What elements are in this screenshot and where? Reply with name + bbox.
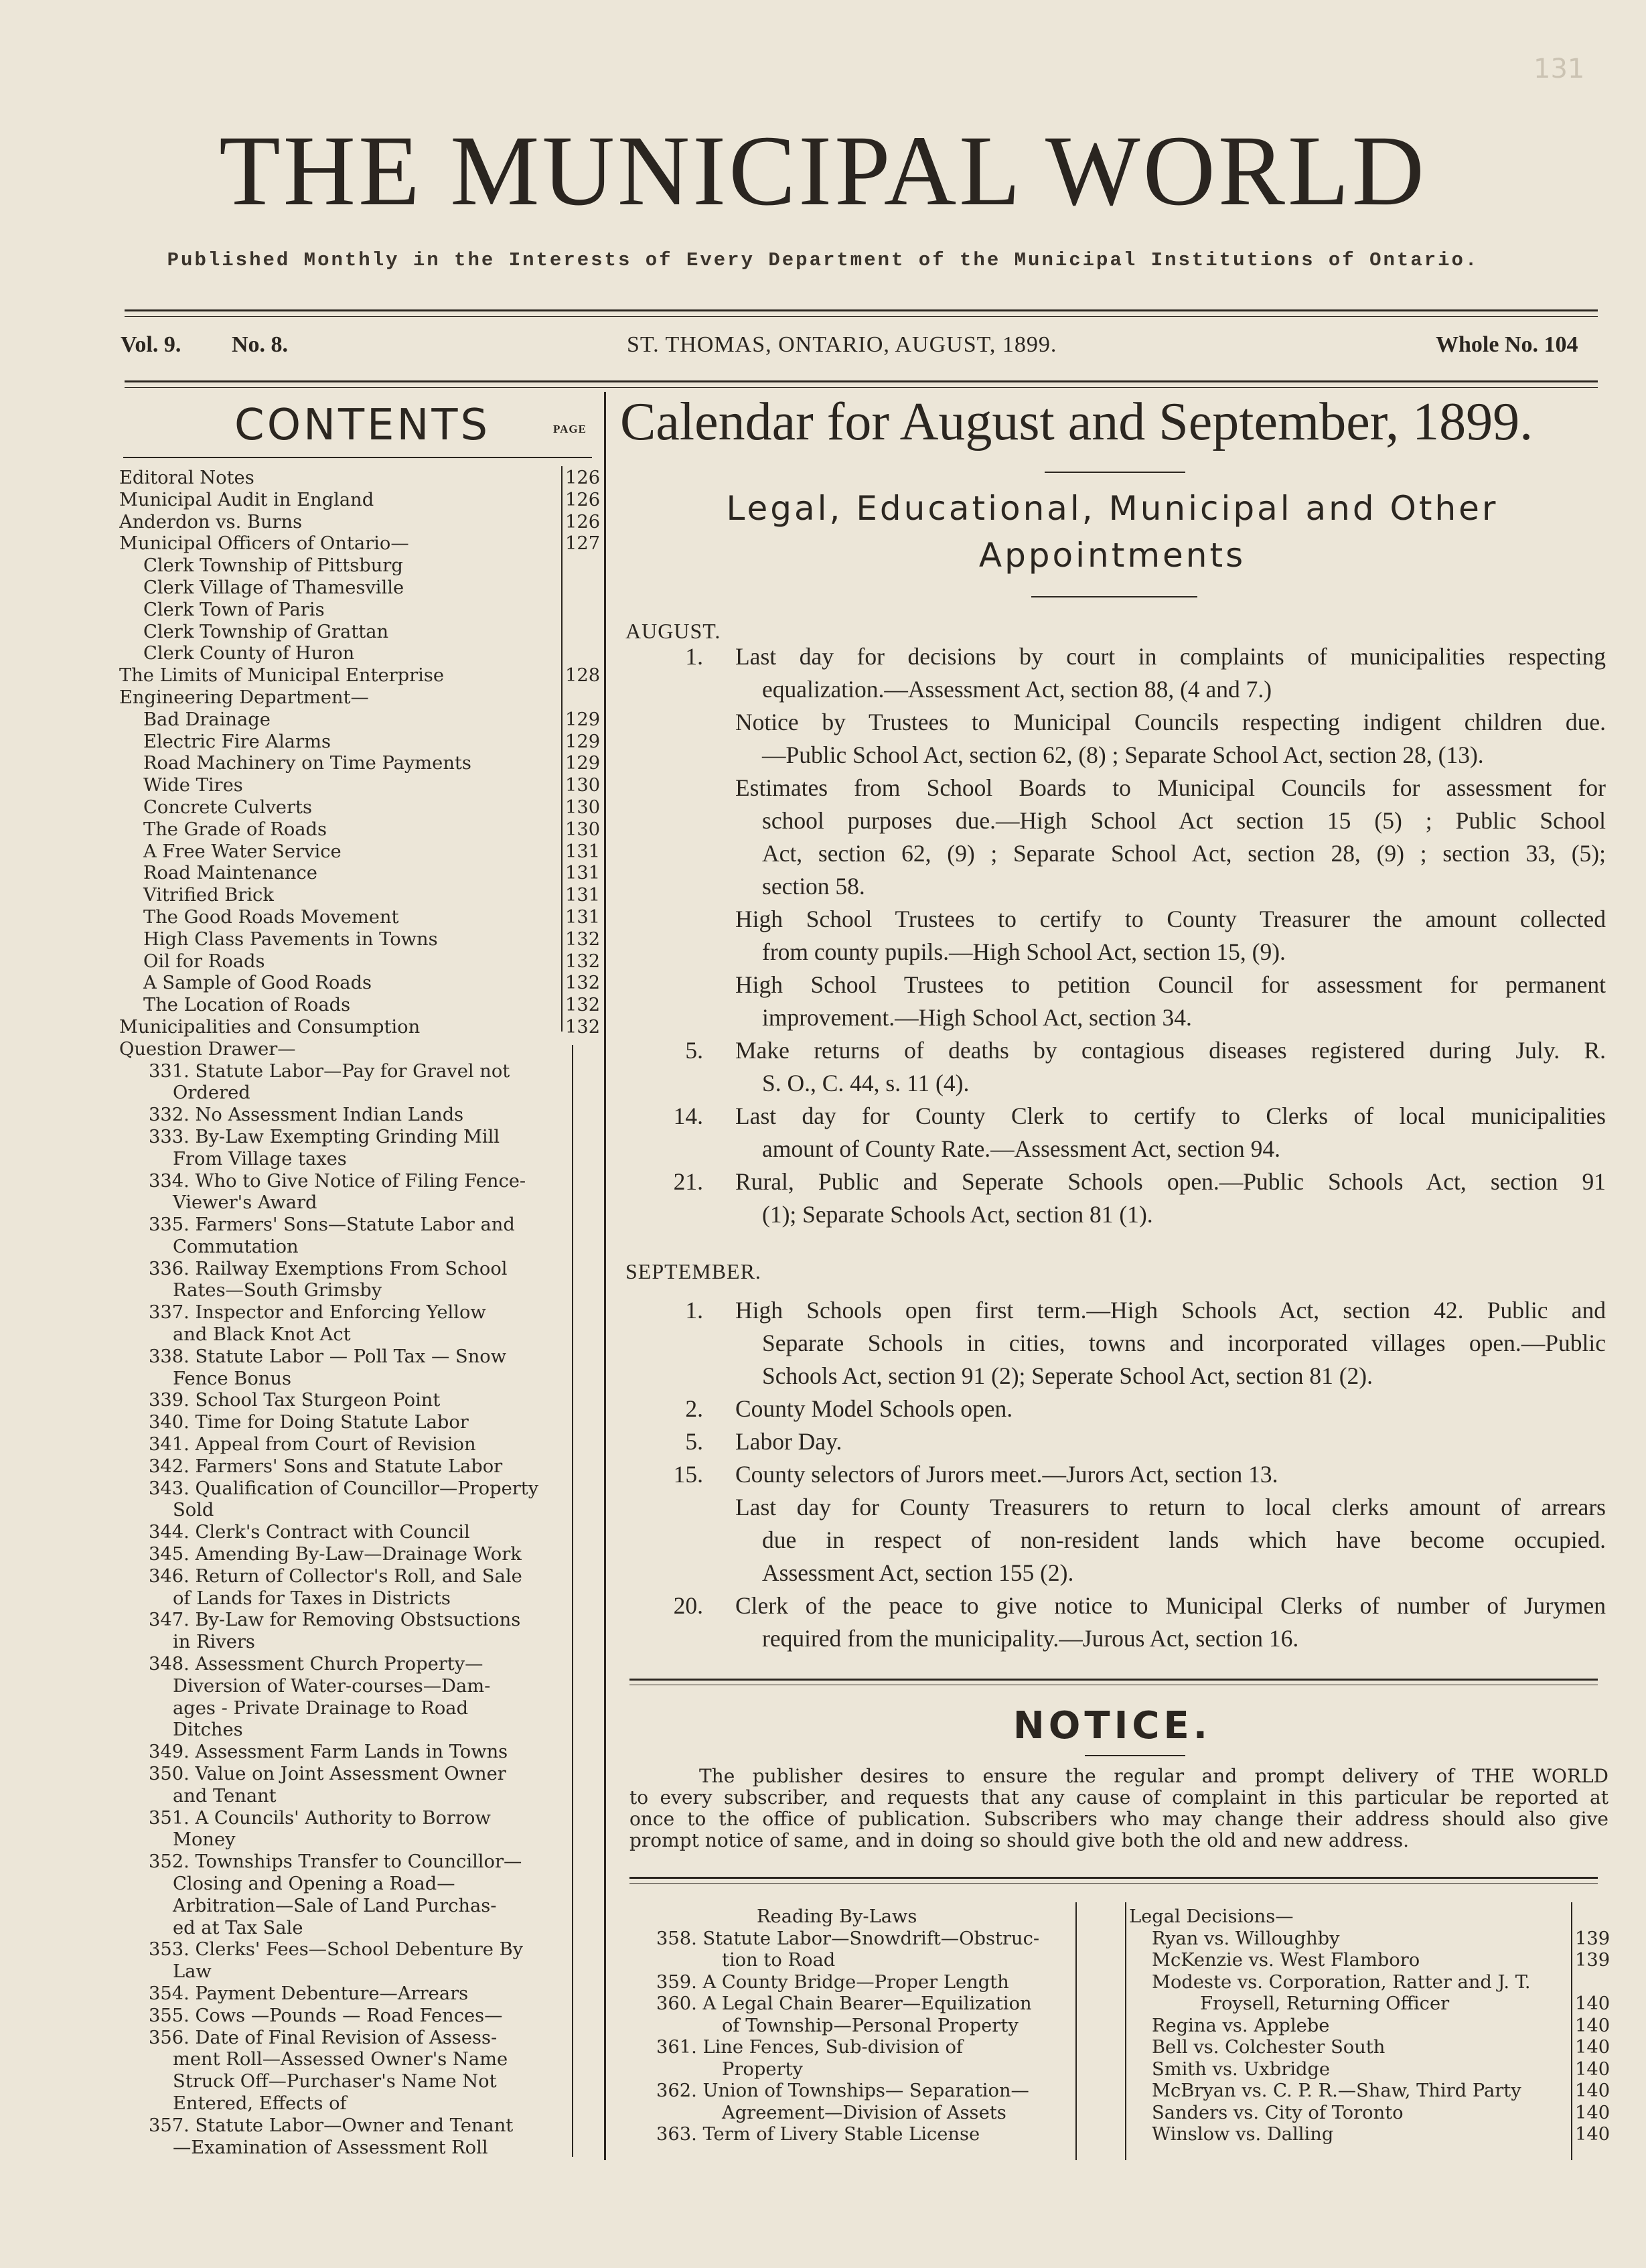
contents-item-text: of Lands for Taxes in Districts [173,1587,451,1609]
masthead-world: WORLD [1045,115,1427,226]
bottom-left-item: 361. Line Fences, Sub-division of [656,2037,964,2058]
bottom-right-page: 140 [1575,2037,1611,2058]
contents-item [119,1280,583,1302]
contents-item [119,1302,583,1324]
contents-item-text: Struck Off—Purchaser's Name Not [173,2071,497,2093]
contents-item [119,731,601,754]
august-entry-line: Last day for County Clerk to certify to Clerks of local municipalities [735,1103,1606,1129]
bottom-right-item [1129,2059,1611,2081]
notice-line: to every subscriber, and requests that any cause of complaint in this particular be reported at [629,1786,1608,1809]
bottom-right-text: Modeste vs. Corporation, Ratter and J. T. [1152,1971,1531,1993]
contents-item-text: ed at Tax Sale [173,1917,303,1938]
contents-item-text: Clerk County of Huron [143,643,355,664]
notice-line: once to the office of publication. Subscribers who may change their address should also give [629,1808,1608,1830]
bottom-right-text: Bell vs. Colchester South [1152,2037,1386,2058]
september-entry-line: Clerk of the peace to give notice to Municipal Clerks of number of Jurymen [735,1592,1606,1619]
bottom-right-text: Legal Decisions— [1129,1906,1294,1927]
bottom-right-item [1129,1993,1611,2015]
title-short-rule [1045,472,1185,473]
bottom-right-item [1129,1972,1611,1994]
bottom-left-list [656,1906,1071,2146]
bottom-left-item: of Township—Personal Property [722,2015,1019,2036]
contents-item-text: 356. Date of Final Revision of Assess- [149,2027,498,2048]
contents-item [119,863,601,885]
contents-item [119,1829,583,1851]
bottom-left-rule [1075,1902,1077,2160]
bottom-right-text: Regina vs. Applebe [1152,2015,1330,2036]
august-entry-line: —Public School Act, section 62, (8) ; Separate School Act, section 28, (13). [762,741,1484,768]
contents-item-text: Clerk Township of Grattan [143,621,389,642]
contents-item-text: Clerk Township of Pittsburg [143,555,403,577]
contents-item-text: 333. By-Law Exempting Grinding Mill [149,1126,500,1147]
september-entry-line: High Schools open first term.—High Schools Act, section 42. Public and [735,1297,1606,1324]
contents-item-text: Clerk Village of Thamesville [143,577,404,598]
contents-item [119,973,601,995]
contents-item [119,511,601,534]
contents-item [119,1456,583,1478]
contents-item [119,2005,583,2028]
contents-item [119,1171,583,1193]
contents-item [119,950,601,973]
contents-item [119,753,601,775]
august-entry-day: 14. [673,1103,703,1129]
contents-item [119,885,601,907]
august-entry-line: (1); Separate Schools Act, section 81 (1). [762,1201,1153,1228]
contents-item [119,819,601,841]
contents-item [119,2115,583,2137]
contents-item [119,1764,583,1786]
contents-item [119,2093,583,2115]
contents-item-text: 340. Time for Doing Statute Labor [149,1412,469,1433]
contents-item-text: Municipal Audit in England [119,489,374,510]
august-entry-line: school purposes due.—High School Act section 15 (5) ; Public School [762,807,1606,834]
august-entry-day: 1. [685,643,703,670]
contents-item-page: 130 [565,796,601,818]
bottom-right-text: Froysell, Returning Officer [1200,1993,1450,2014]
contents-item-text: Diversion of Water-courses—Dam- [173,1675,491,1697]
contents-item-page: 126 [565,511,601,533]
contents-item-text: Commutation [173,1236,299,1257]
contents-item-text: 349. Assessment Farm Lands in Towns [149,1742,508,1763]
september-label: SEPTEMBER. [625,1259,761,1283]
contents-item [119,1324,583,1346]
issue-rule-thick [125,380,1598,382]
contents-item-text: 343. Qualification of Councillor—Property [149,1478,539,1499]
contents-item [119,1896,583,1918]
contents-item-page: 129 [565,709,601,730]
bottom-left-item: 359. A County Bridge—Proper Length [656,1971,1009,1993]
bottom-right-item [1129,2103,1611,2125]
bottom-rule-thin [629,1883,1598,1884]
contents-item-page: 132 [565,973,601,994]
contents-item [119,2071,583,2093]
contents-item [119,599,583,622]
contents-item-text: A Free Water Service [143,841,342,862]
contents-item [119,1259,583,1281]
contents-item-page: 130 [565,819,601,840]
top-rule-thin [125,316,1598,317]
contents-item-text: Money [173,1829,236,1851]
contents-item-text: 332. No Assessment Indian Lands [149,1105,464,1126]
contents-item-text: 347. By-Law for Removing Obstsuctions [149,1610,521,1631]
september-entry-line: Separate Schools in cities, towns and incorporated villages open.—Public [762,1330,1606,1356]
september-entry-line: required from the municipality.—Jurous Act, section 16. [762,1625,1299,1652]
contents-item [119,1149,583,1171]
contents-item-text: Road Machinery on Time Payments [143,753,471,774]
contents-item [119,2028,583,2050]
contents-item-page: 128 [565,665,601,687]
september-entry-day: 5. [685,1428,703,1455]
contents-item-text: 331. Statute Labor—Pay for Gravel not [149,1060,510,1082]
contents-item-text: 341. Appeal from Court of Revision [149,1434,476,1456]
bottom-right-text: Winslow vs. Dalling [1152,2124,1334,2145]
bottom-left-item: tion to Road [722,1950,836,1971]
contents-item [119,1522,583,1544]
bottom-right-text: Ryan vs. Willoughby [1152,1928,1340,1949]
contents-rule [123,457,592,458]
contents-item [119,1961,583,1983]
contents-item-text: in Rivers [173,1632,255,1653]
contents-item-text: Anderdon vs. Burns [119,511,303,533]
august-entry-line: Last day for decisions by court in complaints of municipalities respecting [735,643,1606,670]
bottom-right-page: 140 [1575,1993,1611,2014]
contents-item-text: Ordered [173,1082,250,1104]
bottom-right-item [1129,1906,1611,1928]
contents-item-text: Oil for Roads [143,950,265,972]
contents-item-text: Entered, Effects of [173,2093,347,2114]
contents-item [119,468,601,490]
bottom-mid-rule [1125,1902,1126,2160]
contents-item [119,533,601,555]
contents-item-text: ages - Private Drainage to Road [173,1697,469,1719]
august-entry-day: 5. [685,1037,703,1064]
august-entry-line: equalization.—Assessment Act, section 88, (4 and 7.) [762,676,1272,703]
contents-item-page: 129 [565,731,601,752]
august-entry-line: Rural, Public and Seperate Schools open.—Public Schools Act, section 91 [735,1168,1606,1195]
contents-item [119,555,583,577]
contents-item-text: The Good Roads Movement [143,906,399,928]
contents-item-text: Closing and Opening a Road— [173,1873,455,1894]
notice-paragraph [629,1766,1608,1851]
august-entry-line: amount of County Rate.—Assessment Act, section 94. [762,1135,1281,1162]
contents-item-text: 351. A Councils' Authority to Borrow [149,1807,491,1829]
contents-item-text: Question Drawer— [119,1038,296,1060]
contents-item-text: 346. Return of Collector's Roll, and Sale [149,1565,522,1587]
august-entry-line: Estimates from School Boards to Municipal Councils for assessment for [735,774,1606,801]
contents-item [119,1368,583,1391]
calendar-title: Calendar for August and September, 1899. [620,393,1533,451]
bottom-left-item: 358. Statute Labor—Snowdrift—Obstruc- [656,1928,1040,1949]
bottom-left-item: Agreement—Division of Assets [722,2102,1006,2123]
contents-item-page: 132 [565,995,601,1016]
contents-item-text: 352. Townships Transfer to Councillor— [149,1851,522,1873]
contents-item [119,1544,583,1566]
august-entry-line: S. O., C. 44, s. 11 (4). [762,1070,970,1096]
contents-item-text: Road Maintenance [143,863,317,884]
contents-item [119,1676,583,1698]
contents-item-page: 126 [565,468,601,488]
contents-item-page: 131 [565,906,601,928]
contents-item-text: Ditches [173,1719,243,1741]
september-entry-line: Schools Act, section 91 (2); Seperate School Act, section 81 (2). [762,1362,1373,1389]
contents-item-text: Vitrified Brick [143,885,274,906]
bottom-left-item: Property [722,2058,803,2080]
calendar-subtitle-line2: Appointments [978,536,1246,575]
contents-item [119,906,601,929]
contents-item-text: 339. School Tax Sturgeon Point [149,1390,441,1411]
bottom-left-item: 362. Union of Townships— Separation— [656,2080,1029,2101]
contents-item-page: 130 [565,775,601,796]
bottom-right-item [1129,1928,1611,1951]
bottom-left-item: 363. Term of Livery Stable License [656,2124,980,2145]
contents-item-text: 344. Clerk's Contract with Council [149,1522,470,1543]
bottom-right-item [1129,1950,1611,1972]
contents-item [119,1873,583,1896]
issue-rule-thin [125,387,1598,388]
contents-item [119,2137,583,2159]
contents-item [119,995,601,1017]
september-entry-line: Last day for County Treasurers to return to local clerks amount of arrears [735,1494,1606,1520]
contents-item [119,1742,583,1764]
contents-item [119,1918,583,1940]
bottom-right-page: 140 [1575,2102,1611,2123]
bottom-right-page: 139 [1575,1928,1611,1949]
calendar-subtitle-line1: Legal, Educational, Municipal and Other [726,489,1499,528]
contents-item-text: Rates—South Grimsby [173,1280,382,1301]
contents-item [119,1566,583,1588]
contents-item [119,1082,583,1105]
contents-item [119,1610,583,1632]
contents-item [119,489,601,512]
contents-item-text: Concrete Culverts [143,796,312,818]
contents-item-text: Law [173,1961,212,1983]
august-label: AUGUST. [625,619,721,643]
subtitle-short-rule [1031,596,1197,597]
contents-item [119,2049,583,2071]
contents-item-text: 350. Value on Joint Assessment Owner [149,1764,506,1785]
contents-item-page: 129 [565,753,601,774]
contents-item-text: and Tenant [173,1785,277,1806]
bottom-rule-thick [629,1877,1598,1879]
bottom-right-text: Sanders vs. City of Toronto [1152,2102,1404,2123]
contents-item-page: 127 [565,533,601,555]
masthead-title [0,115,1646,226]
contents-item-text: The Limits of Municipal Enterprise [119,665,445,687]
contents-item [119,622,583,644]
bottom-right-text: Smith vs. Uxbridge [1152,2058,1331,2080]
issue-number: No. 8. [232,332,289,357]
august-entry-line: High School Trustees to certify to County Treasurer the amount collected [735,906,1606,932]
contents-item-text: Arbitration—Sale of Land Purchas- [173,1895,497,1916]
contents-item-text: 338. Statute Labor — Poll Tax — Snow [149,1346,507,1367]
september-entry-line: County Model Schools open. [735,1395,1013,1422]
notice-line: The publisher desires to ensure the regular and prompt delivery of THE WORLD [699,1765,1608,1787]
contents-item [119,687,583,709]
contents-item-text: Engineering Department— [119,687,369,708]
contents-item [119,1654,583,1676]
contents-heading: CONTENTS [234,401,491,450]
contents-item [119,796,601,819]
bottom-right-text: McKenzie vs. West Flamboro [1152,1950,1420,1971]
masthead-municipal: MUNICIPAL [450,115,1020,226]
contents-item [119,841,601,863]
contents-item-text: From Village taxes [173,1148,347,1170]
contents-item [119,1719,583,1742]
contents-item [119,1588,583,1610]
contents-item-text: Sold [173,1500,214,1521]
contents-item-text: 345. Amending By-Law—Drainage Work [149,1544,522,1565]
contents-item-text: 355. Cows —Pounds — Road Fences— [149,2005,503,2026]
contents-item [119,1412,583,1434]
contents-item-text: 348. Assessment Church Property— [149,1654,483,1675]
contents-item-page: 132 [565,928,601,950]
august-entry-line: High School Trustees to petition Council for assessment for permanent [735,971,1606,998]
september-entry-line: due in respect of non-resident lands which have become occupied. [762,1527,1606,1553]
contents-item-page: 131 [565,841,601,862]
masthead-subtitle: Published Monthly in the Interests of Every Department of the Municipal Institutions of Ontario. [167,249,1479,271]
top-rule-thick [125,309,1598,311]
bottom-right-item [1129,2037,1611,2059]
contents-item [119,1236,583,1259]
september-entry-line: Assessment Act, section 155 (2). [762,1559,1074,1586]
contents-item [119,1434,583,1456]
contents-item [119,709,601,731]
contents-item-text: Editoral Notes [119,468,254,488]
contents-item-text: 334. Who to Give Notice of Filing Fence- [149,1170,526,1192]
bottom-left-item: Reading By-Laws [757,1906,917,1927]
contents-item [119,1214,583,1236]
bottom-right-text: McBryan vs. C. P. R.—Shaw, Third Party [1152,2080,1521,2101]
contents-item-page: 131 [565,863,601,884]
contents-item-text: 354. Payment Debenture—Arrears [149,1983,469,2004]
contents-item [119,1061,583,1083]
contents-item [119,1698,583,1720]
august-entry-line: Notice by Trustees to Municipal Councils respecting indigent children due. [735,709,1606,735]
bottom-right-page: 140 [1575,2058,1611,2080]
bottom-right-item [1129,2080,1611,2103]
contents-item [119,1786,583,1808]
contents-item-text: Viewer's Award [173,1192,317,1214]
contents-item [119,1390,583,1412]
contents-item-text: Bad Drainage [143,709,271,730]
contents-item-text: 353. Clerks' Fees—School Debenture By [149,1939,524,1961]
september-entry-day: 15. [673,1461,703,1488]
contents-item [119,1983,583,2005]
contents-item [119,1016,601,1039]
contents-item-text: and Black Knot Act [173,1324,351,1346]
contents-item [119,928,601,951]
notice-short-rule [1085,1755,1185,1756]
contents-item-text: The Grade of Roads [143,819,327,840]
contents-list [119,468,601,2159]
contents-item-text: High Class Pavements in Towns [143,928,438,950]
contents-item [119,643,583,665]
column-divider [604,392,606,2160]
issue-volume: Vol. 9. [121,332,181,357]
september-entry-line: Labor Day. [735,1428,842,1455]
contents-item-text: Wide Tires [143,775,243,796]
contents-item-page: 126 [565,489,601,510]
contents-item [119,665,601,687]
contents-item-text: 342. Farmers' Sons and Statute Labor [149,1456,503,1477]
september-entry-line: County selectors of Jurors meet.—Jurors Act, section 13. [735,1461,1278,1488]
contents-item [119,775,601,797]
august-entry-line: from county pupils.—High School Act, section 15, (9). [762,938,1286,965]
august-entry-line: section 58. [762,873,865,900]
august-entry-line: Make returns of deaths by contagious diseases registered during July. R. [735,1037,1606,1064]
issue-whole-number: Whole No. 104 [1436,332,1578,357]
contents-item [119,1632,583,1654]
contents-item-page: 131 [565,885,601,906]
contents-item-text: A Sample of Good Roads [143,973,372,994]
contents-item-text: Fence Bonus [173,1368,291,1389]
notice-rule-thick [629,1679,1598,1681]
contents-item-text: Electric Fire Alarms [143,731,331,752]
masthead-the: THE [219,115,423,226]
contents-item [119,1127,583,1149]
bottom-left-item: 360. A Legal Chain Bearer—Equilization [656,1993,1032,2014]
notice-heading: NOTICE. [1013,1704,1212,1748]
contents-item [119,1105,583,1127]
contents-item [119,1500,583,1522]
contents-page-label: PAGE [553,423,587,435]
contents-item [119,1939,583,1961]
contents-item-text: 335. Farmers' Sons—Statute Labor and [149,1214,515,1236]
contents-item-text: 337. Inspector and Enforcing Yellow [149,1302,486,1324]
contents-item-text: 357. Statute Labor—Owner and Tenant [149,2115,514,2136]
september-entry-day: 2. [685,1395,703,1422]
contents-item-text: Municipalities and Consumption [119,1016,421,1038]
august-entry-line: Act, section 62, (9) ; Separate School Act, section 28, (9) ; section 33, (5); [762,840,1606,867]
bottom-right-page: 140 [1575,2124,1611,2145]
august-entry-line: improvement.—High School Act, section 34. [762,1004,1192,1031]
contents-item [119,1478,583,1500]
contents-item-text: ment Roll—Assessed Owner's Name [173,2049,508,2070]
contents-item [119,1808,583,1830]
contents-item-page: 132 [565,950,601,972]
contents-item [119,1192,583,1214]
page-number-mark: 131 [1533,54,1585,84]
september-entry-day: 20. [673,1592,703,1619]
contents-item [119,1039,583,1061]
notice-line: prompt notice of same, and in doing so should give both the old and new address. [629,1829,1410,1851]
september-entry-day: 1. [685,1297,703,1324]
bottom-right-item [1129,2015,1611,2038]
bottom-right-page: 139 [1575,1950,1611,1971]
contents-item-text: Municipal Officers of Ontario— [119,533,409,555]
contents-item-text: 336. Railway Exemptions From School [149,1258,508,1279]
contents-item [119,577,583,599]
contents-item [119,1851,583,1873]
bottom-right-page: 140 [1575,2015,1611,2036]
contents-item-page: 132 [565,1016,601,1038]
bottom-right-item [1129,2124,1611,2146]
contents-item-text: Clerk Town of Paris [143,599,325,620]
contents-item [119,1346,583,1368]
bottom-right-page: 140 [1575,2080,1611,2101]
issue-place-date: ST. THOMAS, ONTARIO, AUGUST, 1899. [627,332,1057,357]
august-entry-day: 21. [673,1168,703,1195]
contents-item-text: The Location of Roads [143,995,351,1016]
contents-item-text: —Examination of Assessment Roll [173,2137,488,2158]
bottom-right-list [1129,1906,1611,2146]
